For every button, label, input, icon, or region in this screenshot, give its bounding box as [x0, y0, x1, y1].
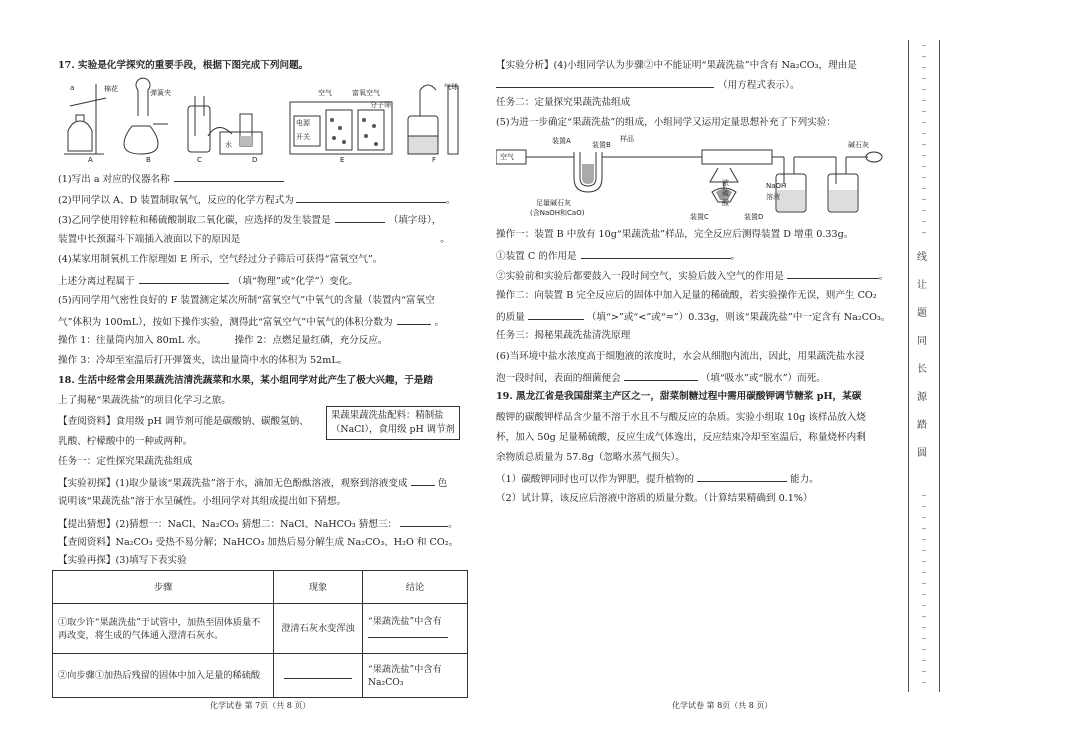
q19-part1: （1）碳酸钾同时也可以作为钾肥，提升植物的 能力。	[496, 474, 819, 485]
q19-part2: （2）试计算，该反应后溶液中溶质的质量分数。（计算结果精确到 0.1%）	[496, 493, 813, 504]
fig-label-B: B	[146, 156, 151, 164]
fig-label-power: 电源	[296, 119, 310, 127]
binding-char: 同	[917, 336, 927, 347]
fig-label-balloon: 气球	[444, 83, 458, 91]
apparatus-figure	[58, 76, 478, 170]
fig2-naoh-1: NaOH	[766, 182, 787, 190]
fig2-lime-line2: (含NaOH和CaO)	[530, 209, 585, 217]
q18-line9: 【实验再探】(3)填写下表实验	[58, 555, 187, 566]
fig-label-rich-o2: 富氧空气	[352, 89, 380, 97]
q18-line2: 上了揭秘“果蔬洗盐”的项目化学习之旅。	[58, 395, 231, 406]
table-row	[53, 604, 468, 654]
q17-p3b: 装置中长颈漏斗下端插入液面以下的原因是 。	[58, 234, 450, 245]
binding-dashes-bottom: ~ ~ ~ ~ ~ ~ ~ ~ ~ ~ ~ ~ ~ ~ ~ ~ ~ ~	[921, 491, 927, 687]
note-line-1: 果蔬果蔬洗盐配料：精制盐	[331, 410, 444, 421]
q17-p4a: (4)某家用制氧机工作原理如 E 所示，空气经过分子筛后可获得“富氧空气”。	[58, 254, 383, 265]
fig-label-a: a	[70, 84, 75, 92]
fig-label-E: E	[340, 156, 345, 164]
fig2-device-d: 装置D	[744, 213, 764, 221]
note-line-2: （NaCl），食用级 pH 调节剂	[331, 424, 455, 435]
q19-line4: 余物质总质量为 57.8g（忽略水蒸气损失）。	[496, 452, 685, 463]
fig-label-water: 水	[225, 141, 232, 149]
q17-p3a: (3)乙同学使用锌粒和稀硫酸制取二氧化碳，应选择的发生装置是 （填字母），	[58, 215, 442, 226]
r-line3: (5)为进一步确定“果蔬洗盐”的组成，小组同学又运用定量思想补充了下列实验：	[496, 117, 836, 128]
task-three-heading: 任务三：揭秘果蔬洗盐清洗原理	[496, 330, 631, 341]
binding-char: 题	[917, 308, 927, 319]
q17-p5b: 气”体积为 100mL），按如下操作实验，测得此“富氧空气”中氧气的体积分数为 。	[58, 317, 445, 328]
fig2-device-b: 装置B	[592, 141, 611, 149]
q18-line6: 说明该“果蔬洗盐”溶于水呈碱性。小组同学对其组成提出如下猜想。	[58, 496, 347, 507]
binding-strip	[908, 40, 940, 692]
row2-phenomenon	[274, 654, 363, 698]
binding-char: 线	[917, 252, 927, 263]
r-line9: (6)当环境中盐水浓度高于细胞液的浓度时，水会从细胞内流出，因此，用果蔬洗盐水浸	[496, 351, 865, 362]
fig-label-A: A	[88, 156, 93, 164]
row2-conclusion: “果蔬洗盐”中含有 Na₂CO₃	[363, 654, 468, 698]
binding-char: 源	[917, 392, 927, 403]
fig-label-switch: 开关	[296, 133, 310, 141]
left-footer: 化学试卷 第 7页（共 8 页）	[210, 701, 311, 710]
q18-line8: 【查阅资料】Na₂CO₃ 受热不易分解；NaHCO₃ 加热后易分解生成 Na₂CO₃、H₂O 和 CO₂。	[58, 537, 459, 548]
fig-label-D: D	[252, 156, 258, 164]
binding-char: 长	[917, 364, 927, 375]
fig-label-C: C	[197, 156, 202, 164]
q19-line3: 杯，加入 50g 足量稀硫酸，反应生成气体逸出，反应结束冷却至室温后，称量烧杯内剩	[496, 432, 866, 443]
fig2-conc-3: 酸	[722, 199, 729, 207]
fig-label-cotton: 棉花	[104, 85, 118, 93]
header-step: 步骤	[53, 571, 274, 604]
q17-p5a: (5)丙同学用气密性良好的 F 装置测定某次所制“富氧空气”中氧气的含量（装置内“富氧空	[58, 295, 435, 306]
experiment-table	[52, 570, 468, 698]
fig-label-air: 空气	[318, 89, 332, 97]
fig2-device-c: 装置C	[690, 213, 709, 221]
q18-line4: 乳酸、柠檬酸中的一种或两种。	[58, 436, 193, 447]
task-one-heading: 任务一：定性探究果蔬洗盐组成	[58, 456, 193, 467]
fig2-conc-1: 浓	[722, 179, 729, 187]
q17-p1: (1)写出 a 对应的仪器名称	[58, 172, 284, 186]
q18-line1: 18. 生活中经常会用果蔬洗洁清洗蔬菜和水果，某小组同学对此产生了极大兴趣，于是踏	[58, 375, 433, 386]
r-line8: 的质量 （填“>”或“<”或“=”）0.33g，则该“果蔬洗盐”中一定含有 Na₂CO₃。	[496, 312, 891, 323]
fig-label-molsieve: 分子筛	[370, 101, 391, 109]
q17-p5d: 操作 3：冷却至室温后打开弹簧夹，读出量筒中水的体积为 52mL。	[58, 355, 348, 366]
q17-p2: (2)甲同学以 A、D 装置制取氧气，反应的化学方程式为 。	[58, 195, 456, 206]
fig-label-F: F	[432, 156, 437, 164]
r-line6: ②实验前和实验后都要鼓入一段时间空气，实验后鼓入空气的作用是 。	[496, 271, 889, 282]
table-header-row	[53, 571, 468, 604]
table-row	[53, 654, 468, 698]
binding-char: 踏	[917, 420, 927, 431]
fig-label-clamp: 弹簧夹	[150, 89, 171, 97]
binding-dashes-top: ~ ~ ~ ~ ~ ~ ~ ~ ~ ~ ~ ~ ~ ~ ~ ~ ~ ~	[921, 41, 927, 237]
q17-p4b: 上述分离过程属于 （填“物理”或“化学”）变化。	[58, 276, 358, 287]
fig2-conc-2: 硫	[722, 189, 729, 197]
q18-line7: 【提出猜想】(2)猜想一：NaCl、Na₂CO₃ 猜想二：NaCl、NaHCO₃ 猜想三： 。	[58, 519, 458, 530]
row1-step: ①取少许“果蔬洗盐”于试管中，加热至固体质量不再改变，将生成的气体通入澄清石灰水。	[53, 604, 274, 654]
fig2-naoh-2: 溶液	[766, 193, 780, 201]
row1-phenomenon: 澄清石灰水变浑浊	[274, 604, 363, 654]
r-line7: 操作二：向装置 B 完全反应后的固体中加入足量的稀硫酸，若实验操作无误，则产生 CO₂	[496, 290, 877, 301]
right-footer: 化学试卷 第 8页（共 8 页）	[672, 701, 773, 710]
fig2-sample: 样品	[620, 135, 634, 143]
q17-title: 17. 实验是化学探究的重要手段，根据下图完成下列问题。	[58, 60, 309, 71]
header-conclusion: 结论	[363, 571, 468, 604]
binding-char: 圆	[917, 448, 927, 459]
row2-step: ②向步骤①加热后残留的固体中加入足量的稀硫酸	[53, 654, 274, 698]
q17-p5c: 操作 1：往量筒内加入 80mL 水。 操作 2：点燃足量红磷，充分反应。	[58, 335, 388, 346]
r-line4: 操作一：装置 B 中放有 10g“果蔬洗盐”样品，完全反应后测得装置 D 增重 0.33g。	[496, 229, 854, 240]
fig2-air: 空气	[500, 153, 514, 161]
q19-line1: 19. 黑龙江省是我国甜菜主产区之一，甜菜制糖过程中需用碳酸钾调节糖浆 pH，某碳	[496, 391, 862, 402]
r-line10: 泡一段时间，表面的细菌便会 （填“吸水”或“脱水”）而死。	[496, 373, 826, 384]
header-phenomenon: 现象	[274, 571, 363, 604]
q18-line3: 【查阅资料】食用级 pH 调节剂可能是碳酸钠、碳酸氢钠、	[58, 416, 309, 427]
q18-line5: 【实验初探】(1)取少量该“果蔬洗盐”溶于水，滴加无色酚酞溶液，观察到溶液变成 色	[58, 478, 448, 489]
ingredient-note-box	[326, 406, 460, 440]
row1-conclusion: “果蔬洗盐”中含有	[363, 604, 468, 654]
task-two-heading: 任务二：定量探究果蔬洗盐组成	[496, 97, 631, 108]
r-line1: 【实验分析】(4)小组同学认为步骤②中不能证明“果蔬洗盐”中含有 Na₂CO₃，理由是	[496, 60, 857, 71]
binding-char: 让	[917, 280, 927, 291]
fig2-soda-lime: 碱石灰	[848, 141, 869, 149]
fig2-lime-line1: 足量碱石灰	[536, 199, 571, 207]
r-line5: ①装置 C 的作用是 。	[496, 251, 741, 262]
q19-line2: 酸钾的碳酸钾样品含少量不溶于水且不与酸反应的杂质。实验小组取 10g 该样品放入烧	[496, 412, 866, 423]
fig2-device-a: 装置A	[552, 137, 571, 145]
r-line2: （用方程式表示）。	[496, 78, 800, 92]
